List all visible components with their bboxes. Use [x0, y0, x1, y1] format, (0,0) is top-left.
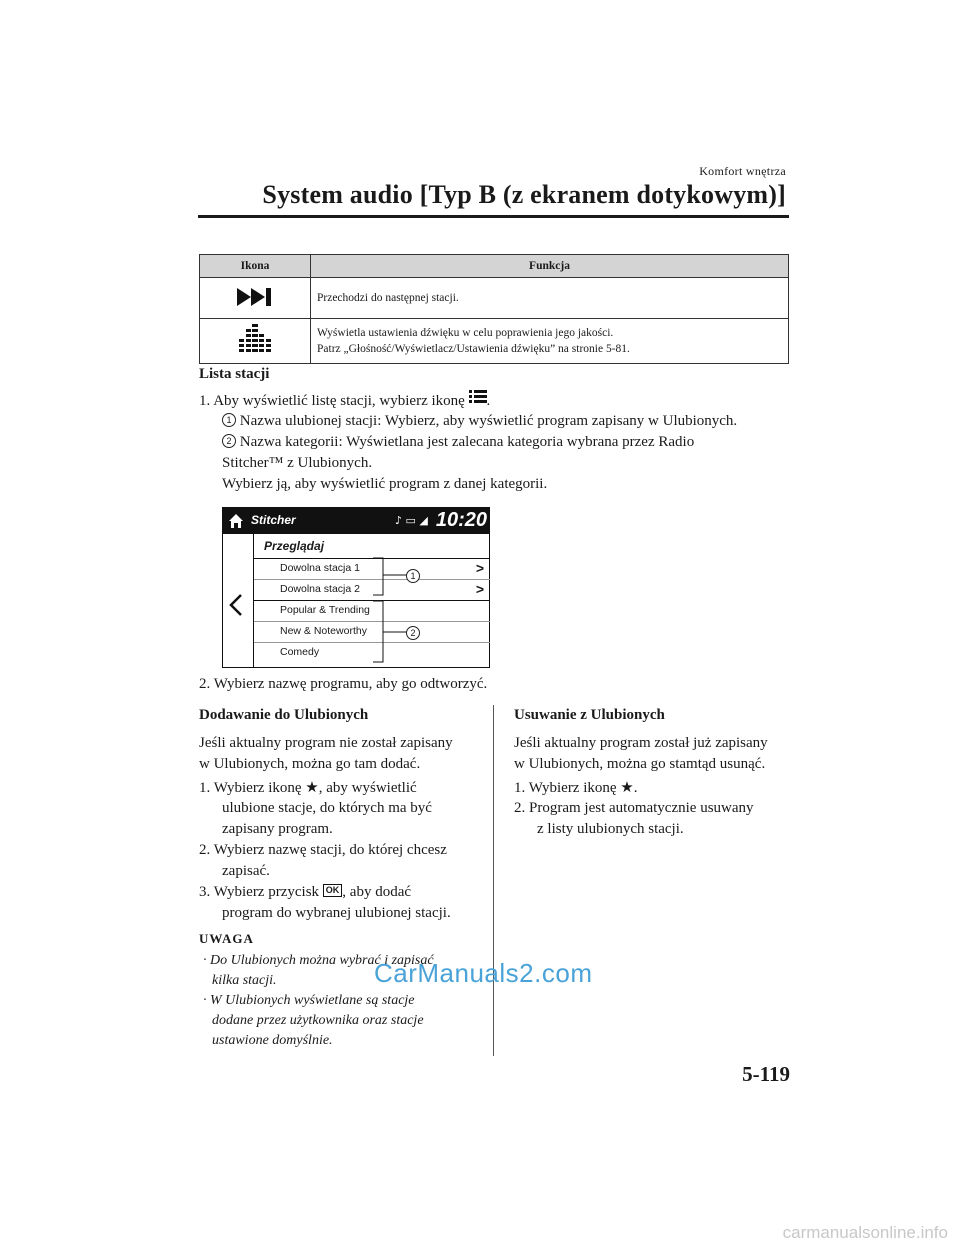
step-text: Aby wyświetlić listę stacji, wybierz ikonę	[213, 393, 465, 409]
add-step-1: 1. Wybierz ikonę ★, aby wyświetlić	[199, 778, 417, 796]
callout-marker-2: 2	[406, 626, 420, 640]
status-icons: ♪ ▭ ◢	[395, 514, 428, 527]
browse-tab: Przeglądaj	[264, 539, 325, 553]
equalizer-icon	[235, 323, 275, 357]
chevron-right-icon: >	[475, 560, 484, 576]
function-text: Wyświetla ustawienia dźwięku w celu poprawienia jego jakości.	[317, 327, 614, 339]
add-intro: Jeśli aktualny program nie został zapisany w Ulubionych, można go tam dodać.	[199, 735, 453, 772]
table-row	[200, 278, 789, 319]
remove-step-2-cont: z listy ulubionych stacji.	[537, 821, 684, 837]
add-step-2-cont: zapisać.	[222, 863, 270, 879]
step-2	[199, 674, 487, 695]
step-number: 2.	[199, 676, 211, 692]
step-text: Wybierz nazwę programu, aby go odtworzyć.	[213, 676, 488, 692]
remove-step-2: 2. Program jest automatycznie usuwany	[514, 800, 754, 816]
header-divider	[198, 215, 789, 218]
add-step-2: 2. Wybierz nazwę stacji, do której chcesz	[199, 842, 447, 858]
column-divider	[493, 705, 494, 1056]
list-item: Dowolna stacja 1 >	[254, 558, 490, 579]
callout-number: 1	[222, 413, 236, 427]
icon-table	[199, 254, 789, 364]
heading-remove-favorites: Usuwanie z Ulubionych	[514, 707, 665, 723]
add-step-3: 3. Wybierz przycisk OK , aby dodać	[199, 884, 412, 900]
app-name: Stitcher	[251, 513, 296, 527]
page-title: System audio [Typ B (z ekranem dotykowym)]	[262, 180, 786, 209]
function-reference: Patrz „Głośność/Wyświetlacz/Ustawienia dźwięku” na stronie 5-81.	[317, 343, 630, 355]
callout-1-description: 1 Nazwa ulubionej stacji: Wybierz, aby wyświetlić program zapisany w Ulubionych.	[222, 411, 737, 432]
ok-button-icon: OK	[323, 884, 343, 897]
remove-step-1: 1. Wybierz ikonę ★.	[514, 778, 638, 796]
callout-number: 2	[222, 434, 236, 448]
add-step-1-cont: ulubione stacje, do których ma być zapisany program.	[222, 800, 432, 837]
list-item: Popular & Trending	[254, 600, 490, 621]
note-2: · W Ulubionych wyświetlane są stacje dodane przez użytkownika oraz stacje ustawione domyślnie.	[203, 993, 424, 1048]
step-number: 1.	[199, 393, 211, 409]
watermark-footer: carmanualsonline.info	[782, 1223, 948, 1242]
add-step-3-cont: program do wybranej ulubionej stacji.	[222, 905, 451, 921]
clock: 10:20	[435, 509, 487, 531]
col-header-function: Funkcja	[311, 255, 789, 278]
watermark-logo: CarManuals2.com	[374, 958, 593, 988]
function-text: Przechodzi do następnej stacji.	[317, 292, 459, 304]
table-row	[200, 319, 789, 364]
note-heading: UWAGA	[199, 931, 254, 946]
step-1: 1. Aby wyświetlić listę stacji, wybierz ikonę .	[199, 390, 490, 412]
callout-marker-1: 1	[406, 569, 420, 583]
list-item: Comedy	[254, 642, 490, 663]
note-1: · Do Ulubionych można wybrać i zapisać kilka stacji.	[203, 953, 434, 988]
callout-lines	[223, 508, 489, 667]
list-item: Dowolna stacja 2 >	[254, 579, 490, 600]
col-header-icon: Ikona	[200, 255, 311, 278]
heading-add-favorites: Dodawanie do Ulubionych	[199, 707, 369, 723]
star-icon: ★	[305, 778, 319, 796]
next-track-icon	[235, 286, 275, 308]
remove-intro: Jeśli aktualny program został już zapisany w Ulubionych, można go stamtąd usunąć.	[514, 735, 768, 772]
heading-station-list: Lista stacji	[199, 366, 270, 382]
page-number: 5-119	[742, 1062, 790, 1086]
star-icon: ★	[620, 778, 634, 796]
list-icon	[469, 390, 487, 404]
chevron-right-icon: >	[475, 581, 484, 597]
callout-2-description: 2 Nazwa kategorii: Wyświetlana jest zalecana kategoria wybrana przez Radio Stitcher™ z Ulubionych. Wybierz ją, aby wyświetlić program z danej kategorii.	[222, 434, 695, 492]
list-item: New & Noteworthy	[254, 621, 490, 642]
stitcher-screen-illustration	[222, 507, 490, 668]
section-label: Komfort wnętrza	[699, 164, 786, 178]
